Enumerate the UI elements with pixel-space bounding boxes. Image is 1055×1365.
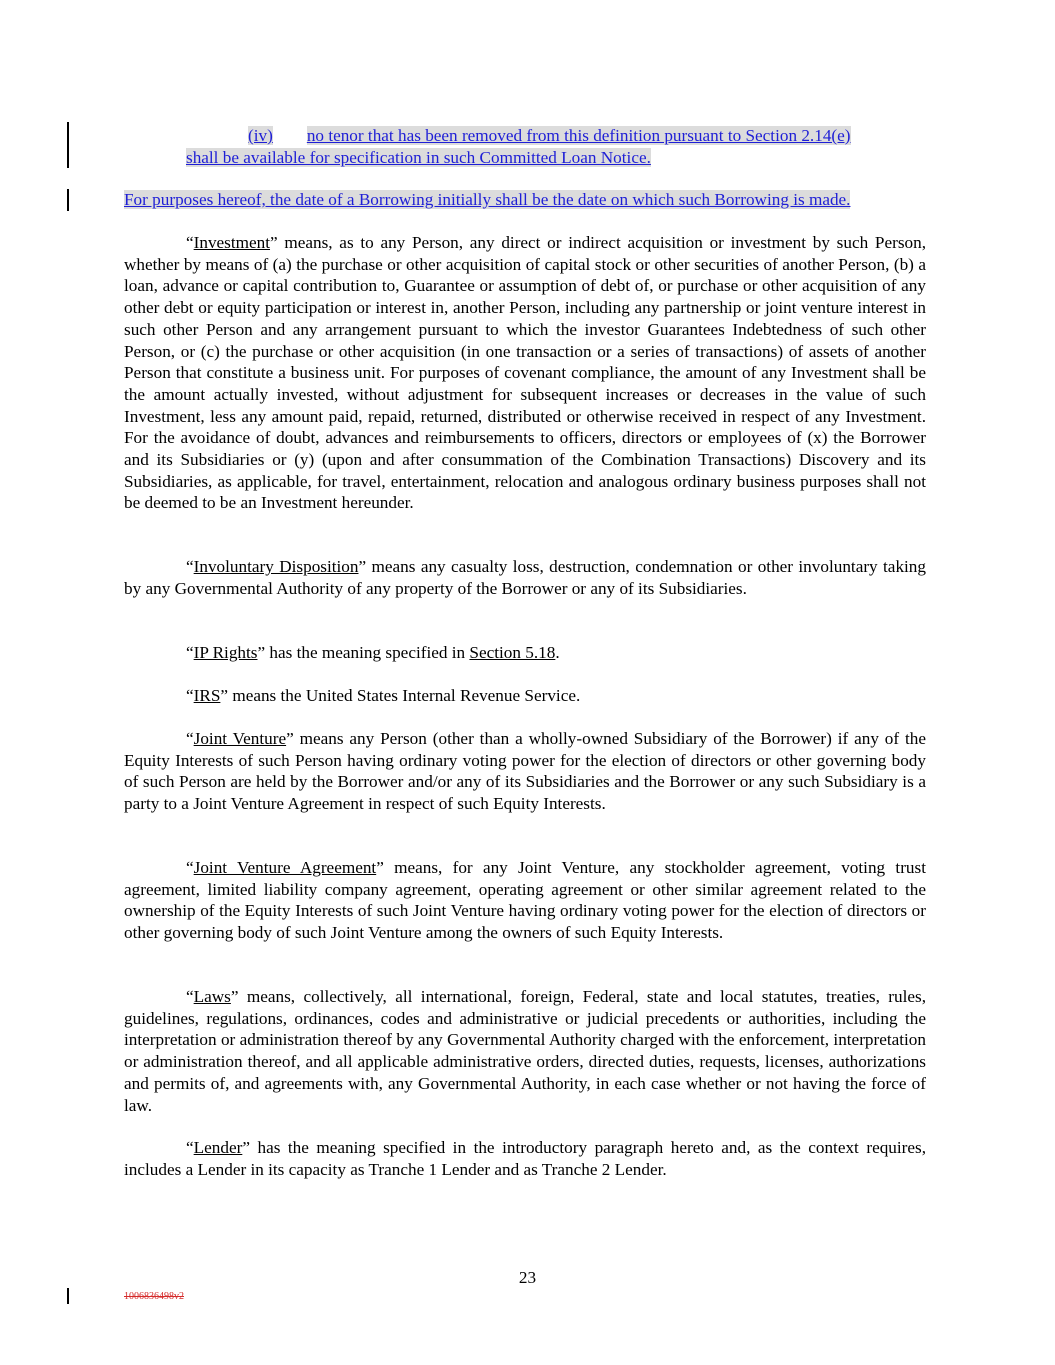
close-quote: ” (230, 987, 239, 1006)
close-quote: ” (270, 233, 278, 252)
definition-irs (124, 685, 926, 707)
open-quote: “ (186, 858, 194, 877)
period: . (555, 643, 560, 662)
borrowing-note (124, 189, 926, 211)
close-quote: ” (257, 643, 266, 662)
change-bar (67, 122, 69, 168)
definition-involuntary-disposition (124, 556, 926, 599)
clause-iv-text-line1: no tenor that has been removed from this definition pursuant to Section 2.14(e) (306, 126, 851, 145)
term-investment: Investment (193, 233, 271, 252)
open-quote: “ (186, 557, 194, 576)
section-reference: Section 5.18 (469, 643, 556, 662)
definition-text: has the meaning specified in (265, 643, 470, 662)
definition-joint-venture (124, 728, 926, 815)
clause-iv-text-line2: shall be available for specification in such Committed Loan Notice. (186, 148, 651, 167)
definition-investment (124, 232, 926, 514)
definition-text: means, collectively, all international, foreign, Federal, state and local statutes, treaties, rules, guidelines, regulations, ordinances, codes and administrative or judicial precedents or authorities, including the interpretation or administration thereof by any Governmental Authority charged with the enforcement, interpretation or administration thereof, and all applicable administrative orders, directed duties, requests, licenses, authorizations and permits of, and agreements with, any Governmental Authority, in each case whether or not having the force of law. (124, 987, 926, 1115)
close-quote: ” (286, 729, 294, 748)
clause-iv-continued (186, 147, 926, 169)
definition-text: means, for any Joint Venture, any stockholder agreement, voting trust agreement, limited liability company agreement, operating agreement or other similar agreement related to the ownership of the Equity Interests of such Joint Venture having ordinary voting power for the election of directors or other governing body of such Joint Venture among the owners of such Equity Interests. (124, 858, 926, 943)
close-quote: ” (220, 686, 229, 705)
open-quote: “ (186, 987, 194, 1006)
borrowing-note-text: For purposes hereof, the date of a Borrowing initially shall be the date on which such Borrowing is made. (124, 190, 851, 209)
close-quote: ” (376, 858, 384, 877)
term-joint-venture: Joint Venture (193, 729, 287, 748)
close-quote: ” (242, 1138, 250, 1157)
clause-iv (124, 125, 926, 147)
definition-text: means, as to any Person, any direct or indirect acquisition or investment by such Person, whether by means of (a) the purchase or other acquisition of capital stock or other securities of another Person, (b) a loan, advance or capital contribution to, Guarantee or assumption of debt of, or purchase or other acquisition of any other debt or equity participation or interest in, another Person, including any partnership or joint venture interest in such other Person and any arrangement pursuant to which the investor Guarantees Indebtedness of such other Person, or (c) the purchase or other acquisition (in one transaction or a series of transactions) of assets of another Person that constitute a business unit. For purposes of covenant compliance, the amount of any Investment shall be the amount actually invested, without adjustment for subsequent increases or decreases in the value of such Investment, less any amount paid, repaid, returned, distributed or otherwise received in respect of any Investment. For the avoidance of doubt, advances and reimbursements to officers, directors or employees of (x) the Borrower and its Subsidiaries or (y) (upon and after consummation of the Combination Transactions) Discovery and its Subsidiaries, as applicable, for travel, entertainment, relocation and analogous ordinary business purposes shall not be deemed to be an Investment hereunder. (124, 233, 926, 513)
page-number: 23 (518, 1268, 537, 1287)
definition-text: means the United States Internal Revenue Service. (228, 686, 581, 705)
open-quote: “ (186, 1138, 194, 1157)
change-bar (67, 189, 69, 211)
term-ip-rights: IP Rights (193, 643, 258, 662)
change-bar (67, 1288, 69, 1304)
close-quote: ” (358, 557, 367, 576)
definition-text: means any casualty loss, destruction, condemnation or other involuntary taking by any Governmental Authority of any property of the Borrower or any of its Subsidiaries. (124, 557, 926, 598)
term-joint-venture-agreement: Joint Venture Agreement (193, 858, 377, 877)
term-lender: Lender (193, 1138, 243, 1157)
definition-laws (124, 986, 926, 1116)
open-quote: “ (186, 686, 194, 705)
clause-iv-label: (iv) (248, 126, 273, 145)
definition-ip-rights (124, 642, 926, 664)
term-irs: IRS (193, 686, 221, 705)
open-quote: “ (186, 643, 194, 662)
definition-joint-venture-agreement (124, 857, 926, 944)
term-involuntary-disposition: Involuntary Disposition (193, 557, 359, 576)
definition-lender (124, 1137, 926, 1180)
open-quote: “ (186, 233, 194, 252)
definition-text: means any Person (other than a wholly-owned Subsidiary of the Borrower) if any of the Equity Interests of such Person having ordinary voting power for the election of directors or other governing body of such Person are held by the Borrower and/or any of its Subsidiaries and the Borrower or any such Subsidiary is a party to a Joint Venture Agreement in respect of such Equity Interests. (124, 729, 926, 814)
document-id: 1006836498v2 (124, 1291, 184, 1302)
definition-text: has the meaning specified in the introductory paragraph hereto and, as the context requires, includes a Lender in its capacity as Tranche 1 Lender and as Tranche 2 Lender. (124, 1138, 926, 1179)
term-laws: Laws (193, 987, 231, 1006)
open-quote: “ (186, 729, 194, 748)
